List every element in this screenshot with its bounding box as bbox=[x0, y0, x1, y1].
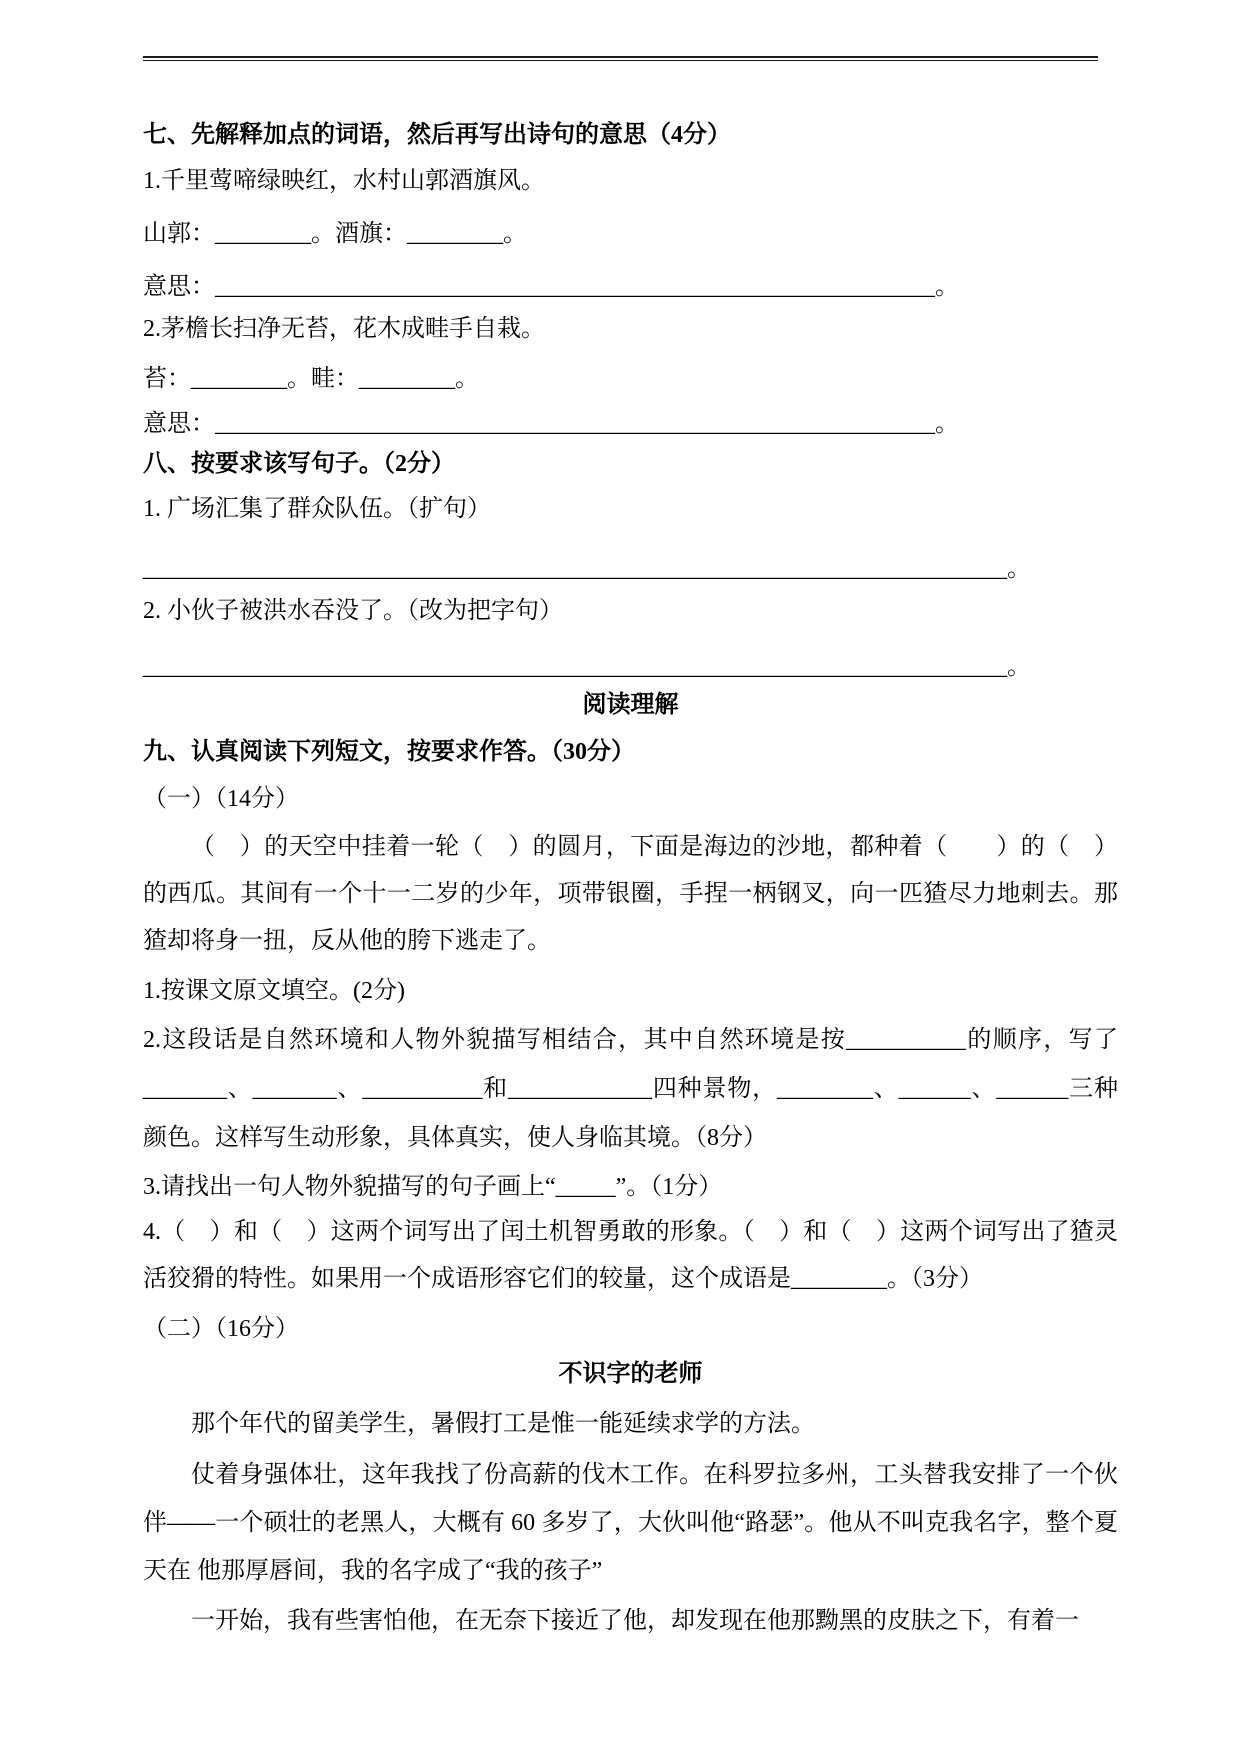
section-7-heading: 七、先解释加点的词语，然后再写出诗句的意思（4分） bbox=[143, 122, 731, 148]
story-paragraph-2: 仗着身强体壮，这年我找了份高薪的伐木工作。在科罗拉多州，工头替我安排了一个伙伴——一个硕壮的老黑人，大概有 60 多岁了，大伙叫他“路瑟”。他从不叫克我名字，整个夏天在 他那厚唇间，我的名字成了“我的孩子” bbox=[143, 1462, 1118, 1584]
reading-section-title: 阅读理解 bbox=[582, 692, 679, 718]
story-paragraph-3: 一开始，我有些害怕他，在无奈下接近了他，却发现在他那黝黑的皮肤之下，有着一 bbox=[191, 1608, 1079, 1634]
q7-item2-word-blanks: 苔：________。畦：________。 bbox=[143, 366, 479, 392]
q7-item2-meaning-blank: 意思：____________________________________________________________。 bbox=[143, 411, 959, 437]
passage1-question-1: 1.按课文原文填空。(2分) bbox=[143, 978, 405, 1004]
passage2-label: （二）（16分） bbox=[143, 1316, 299, 1342]
q8-item2-answer-line: ________________________________________________________________________。 bbox=[143, 654, 1031, 680]
q7-item1-meaning-blank: 意思：____________________________________________________________。 bbox=[143, 274, 959, 300]
q8-item1-text: 1. 广场汇集了群众队伍。（扩句） bbox=[143, 496, 491, 522]
header-divider-rule bbox=[143, 56, 1098, 61]
section-8-heading: 八、按要求该写句子。（2分） bbox=[143, 451, 455, 477]
passage1-question-3: 3.请找出一句人物外貌描写的句子画上“_____”。（1分） bbox=[143, 1174, 723, 1200]
q8-item1-answer-line: ________________________________________________________________________。 bbox=[143, 556, 1031, 582]
story-paragraph-1: 那个年代的留美学生，暑假打工是惟一能延续求学的方法。 bbox=[191, 1411, 815, 1437]
q7-item1-text: 1.千里莺啼绿映红，水村山郭酒旗风。 bbox=[143, 168, 545, 194]
q7-item2-text: 2.茅檐长扫净无苔，花木成畦手自栽。 bbox=[143, 316, 545, 342]
passage1-question-2: 2.这段话是自然环境和人物外貌描写相结合，其中自然环境是按__________的顺序，写了_______、_______、__________和____________四种景物，________、______、______三种颜色。这样写生动形象，具体真实，使人身临其境。（8分） bbox=[143, 1027, 1118, 1151]
q8-item2-text: 2. 小伙子被洪水吞没了。（改为把字句） bbox=[143, 598, 563, 624]
story-title: 不识字的老师 bbox=[558, 1361, 703, 1387]
passage1-label: （一）（14分） bbox=[143, 786, 299, 812]
section-9-heading: 九、认真阅读下列短文，按要求作答。（30分） bbox=[143, 739, 635, 765]
passage1-text: （ ）的天空中挂着一轮（ ）的圆月，下面是海边的沙地，都种着（ ）的（ ）的西瓜。其间有一个十一二岁的少年，项带银圈，手捏一柄钢叉，向一匹猹尽力地刺去。那猹却将身一扭，反从他的胯下逃走了。 bbox=[143, 834, 1118, 954]
q7-item1-word-blanks: 山郭：________。酒旗：________。 bbox=[143, 221, 527, 247]
page-content bbox=[143, 0, 1118, 1754]
passage1-question-4: 4.（ ）和（ ）这两个词写出了闰土机智勇敢的形象。（ ）和（ ）这两个词写出了猹灵活狡猾的特性。如果用一个成语形容它们的较量，这个成语是________。（3分） bbox=[143, 1219, 1118, 1292]
